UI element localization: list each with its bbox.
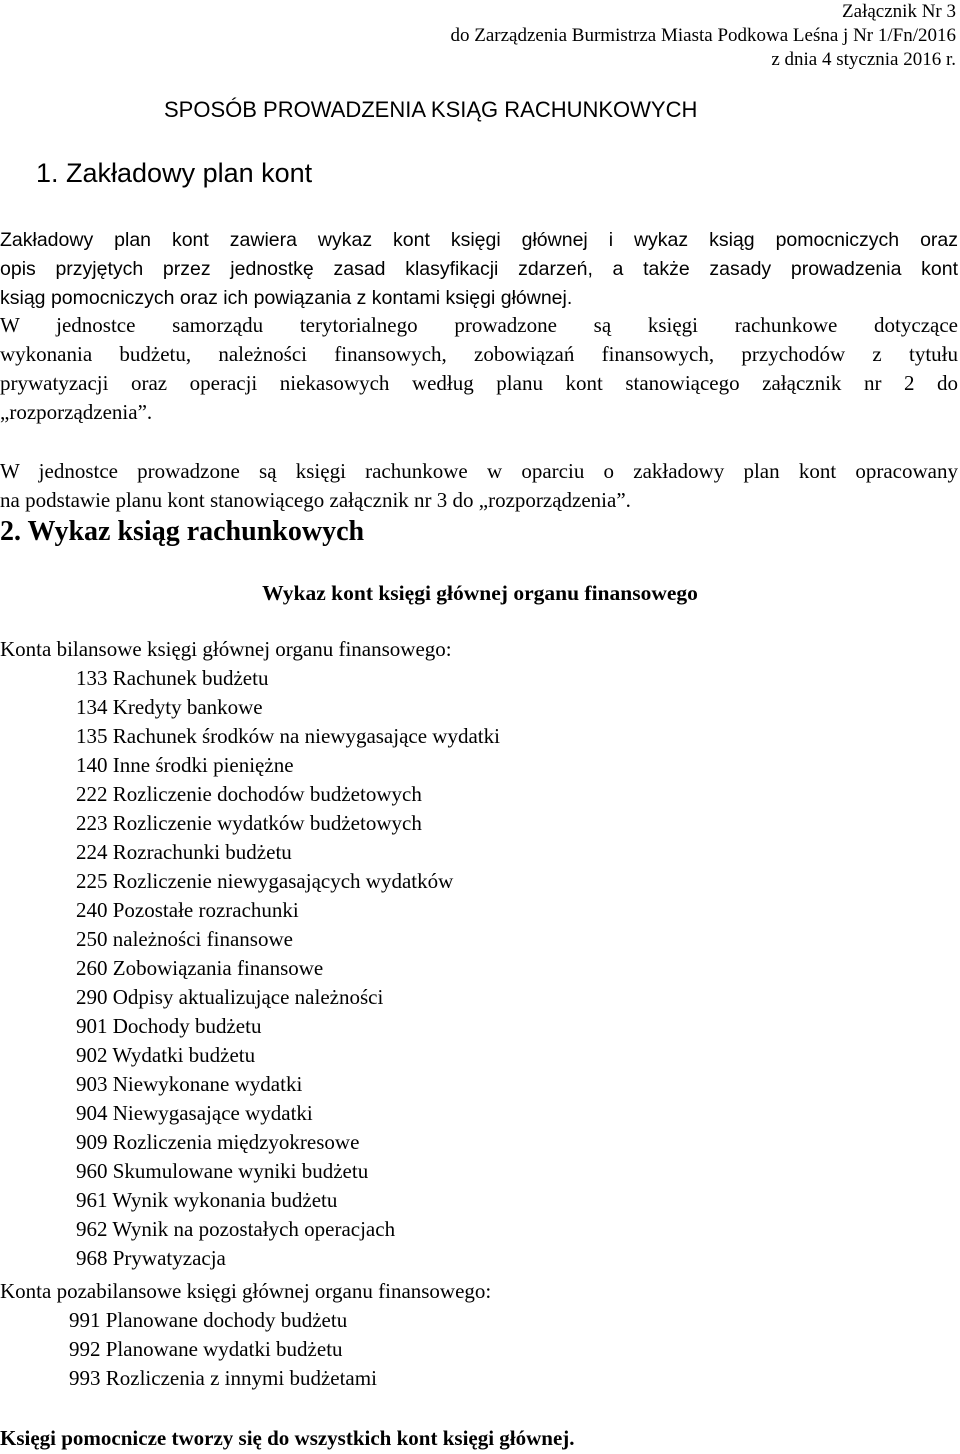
paragraph-line: opis przyjętych przez jednostkę zasad klasyfikacji zdarzeń, a także zasady prowadzenia kont xyxy=(0,258,958,280)
list-item: 240 Pozostałe rozrachunki xyxy=(76,898,299,922)
paragraph-line: na podstawie planu kont stanowiącego załącznik nr 3 do „rozporządzenia”. xyxy=(0,488,631,512)
list-item: 135 Rachunek środków na niewygasające wydatki xyxy=(76,724,500,748)
list-item: 903 Niewykonane wydatki xyxy=(76,1072,303,1096)
paragraph-line: W jednostce prowadzone są księgi rachunkowe w oparciu o zakładowy plan kont opracowany xyxy=(0,459,958,483)
closing-statement: Księgi pomocnicze tworzy się do wszystkich kont księgi głównej. xyxy=(0,1426,575,1450)
section-1-heading: 1. Zakładowy plan kont xyxy=(36,158,313,188)
list-item: 250 należności finansowe xyxy=(76,927,293,951)
list-item: 140 Inne środki pieniężne xyxy=(76,753,294,777)
offbalance-accounts-intro: Konta pozabilansowe księgi głównej organu finansowego: xyxy=(0,1279,492,1303)
list-item: 223 Rozliczenie wydatków budżetowych xyxy=(76,811,422,835)
list-item: 134 Kredyty bankowe xyxy=(76,695,263,719)
offbalance-accounts-list xyxy=(69,1306,377,1393)
paragraph-line: ksiąg pomocniczych oraz ich powiązania z kontami księgi głównej. xyxy=(0,287,573,309)
list-item: 960 Skumulowane wyniki budżetu xyxy=(76,1159,369,1183)
list-item: 909 Rozliczenia międzyokresowe xyxy=(76,1130,360,1154)
list-item: 222 Rozliczenie dochodów budżetowych xyxy=(76,782,422,806)
list-item: 224 Rozrachunki budżetu xyxy=(76,840,292,864)
paragraph-line: prywatyzacji oraz operacji niekasowych według planu kont stanowiącego załącznik nr 2 do xyxy=(0,371,958,395)
document-title: SPOSÓB PROWADZENIA KSIĄG RACHUNKOWYCH xyxy=(164,97,698,122)
list-item: 290 Odpisy aktualizujące należności xyxy=(76,985,384,1009)
unit-ledgers-paragraph xyxy=(0,457,958,515)
annex-number: Załącznik Nr 3 xyxy=(842,1,956,22)
list-item: 901 Dochody budżetu xyxy=(76,1014,262,1038)
list-item: 902 Wydatki budżetu xyxy=(76,1043,256,1067)
list-item: 962 Wynik na pozostałych operacjach xyxy=(76,1217,396,1241)
list-item: 133 Rachunek budżetu xyxy=(76,666,269,690)
balance-accounts-list xyxy=(76,664,500,1273)
list-item: 968 Prywatyzacja xyxy=(76,1246,226,1270)
paragraph-line: W jednostce samorządu terytorialnego prowadzone są księgi rachunkowe dotyczące xyxy=(0,313,958,337)
list-item: 904 Niewygasające wydatki xyxy=(76,1101,313,1125)
paragraph-line: Zakładowy plan kont zawiera wykaz kont księgi głównej i wykaz ksiąg pomocniczych oraz xyxy=(0,229,958,251)
annex-header xyxy=(451,0,957,72)
annex-order-reference: do Zarządzenia Burmistrza Miasta Podkowa Leśna j Nr 1/Fn/2016 xyxy=(450,25,956,46)
list-item: 225 Rozliczenie niewygasających wydatków xyxy=(76,869,454,893)
section-2-heading: 2. Wykaz ksiąg rachunkowych xyxy=(0,516,365,547)
list-item: 991 Planowane dochody budżetu xyxy=(69,1308,348,1332)
list-item: 993 Rozliczenia z innymi budżetami xyxy=(69,1366,377,1390)
general-ledger-subheading: Wykaz kont księgi głównej organu finansowego xyxy=(262,581,698,605)
budget-ledgers-paragraph xyxy=(0,311,958,427)
paragraph-line: „rozporządzenia”. xyxy=(0,400,153,424)
list-item: 260 Zobowiązania finansowe xyxy=(76,956,324,980)
section-1-intro-paragraph xyxy=(0,226,958,313)
paragraph-line: wykonania budżetu, należności finansowych, zobowiązań finansowych, przychodów z tytułu xyxy=(0,342,958,366)
list-item: 961 Wynik wykonania budżetu xyxy=(76,1188,338,1212)
annex-date: z dnia 4 stycznia 2016 r. xyxy=(771,49,956,70)
list-item: 992 Planowane wydatki budżetu xyxy=(69,1337,343,1361)
balance-accounts-intro: Konta bilansowe księgi głównej organu finansowego: xyxy=(0,637,452,661)
